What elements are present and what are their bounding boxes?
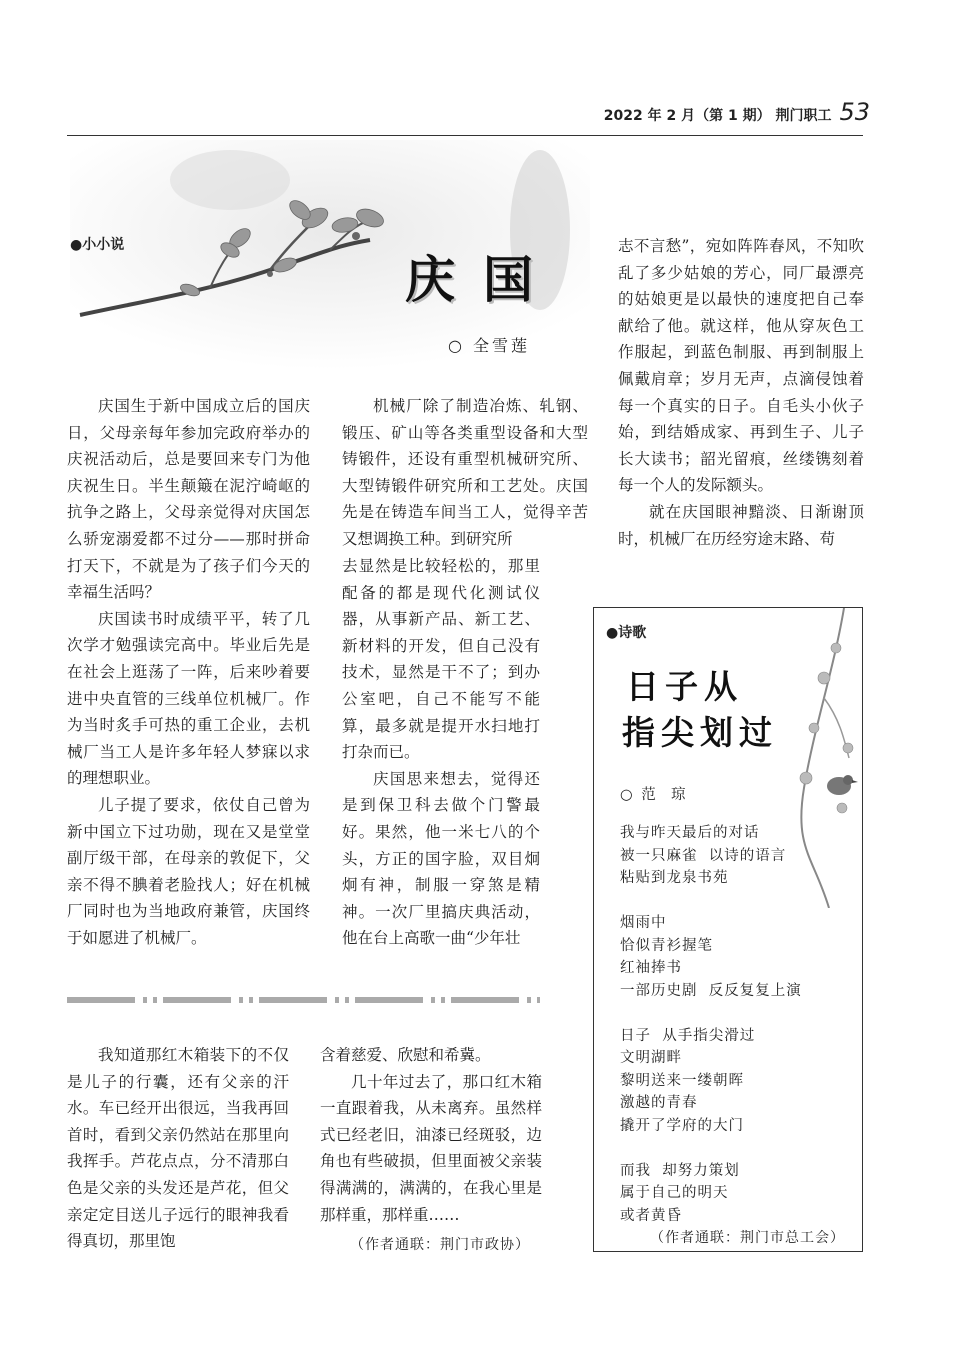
story-column-2a (342, 393, 588, 553)
poem-section-label: ●诗歌 (606, 625, 647, 641)
poem-title-line-1: 日子从 (626, 667, 743, 706)
poem-credit: （作者通联：荆门市总工会） (650, 1230, 845, 1246)
poem-author: ○ 范 琼 (620, 787, 688, 803)
poem-line: 而我 却努力策划 (620, 1162, 740, 1179)
paragraph: 去显然是比较轻松的，那里配备的都是现代化测试仪器，从事新产品、新工艺、新材料的开发，但自己没有技术，显然是干不了；到办公室吧，自己不能写不能算，最多就是提开水扫地打打杂而已。 (342, 557, 540, 762)
poem-line: 恰似青衫握笔 (620, 937, 713, 954)
page-header (600, 98, 870, 126)
story-column-1 (67, 393, 310, 951)
paragraph: 庆国生于新中国成立后的国庆日，父母亲每年参加完政府举办的庆祝活动后，总是要回来专门为他庆祝生日。半生颠簸在泥泞崎岖的抗争之路上，父母亲觉得对庆国怎么骄宠溺爱都不过分——那时拼命打天下，不就是为了孩子们今天的幸福生活吗？ (67, 397, 310, 602)
paragraph: 庆国读书时成绩平平，转了几次学才勉强读完高中。毕业后先是在社会上逛荡了一阵，后来吵着要进中央直管的三线单位机械厂。作为当时炙手可热的重工企业，去机械厂当工人是许多年轻人梦寐以求的理想职业。 (67, 609, 310, 788)
poem-line (620, 1137, 850, 1160)
prev-story-credit: （作者通联：荆门市政协） (350, 1237, 530, 1253)
prev-story-column-1 (67, 1042, 289, 1255)
page-number: 53 (839, 98, 870, 126)
paragraph: 含着慈爱、欣慰和希冀。 (320, 1046, 491, 1064)
issue-info: 2022 年 2 月（第 1 期） 荆门职工 (603, 108, 832, 124)
poem-line (620, 890, 850, 913)
paragraph: 就在庆国眼神黯淡、日渐谢顶时，机械厂在历经穷途末路、苟 (618, 502, 864, 548)
paragraph: 几十年过去了，那口红木箱一直跟着我，从未离弃。虽然样式已经老旧，油漆已经斑驳，边角也有些破损，但里面被父亲装得满满的，满满的，在我心里是那样重，那样重…… (320, 1072, 542, 1224)
paragraph: 志不言愁”，宛如阵阵春风，不知吹乱了多少姑娘的芳心，同厂最漂亮的姑娘更是以最快的速度把自己奉献给了他。就这样，他从穿灰色工作服起，到蓝色制服、再到制服上佩戴肩章；岁月无声，点滴侵蚀着每一个真实的日子。自毛头小伙子始，到结婚成家、再到生子、儿子长大读书；韶光留痕，丝缕镌刻着每一个人的发际额头。 (618, 237, 864, 495)
story-title: 庆国 (405, 251, 561, 309)
poem-line: 我与昨天最后的对话 (620, 825, 760, 841)
poem-line (620, 1002, 850, 1025)
poem-line: 烟雨中 (620, 915, 667, 931)
paragraph: 我知道那红木箱装下的不仅是儿子的行囊，还有父亲的汗水。车已经开出很远，当我再回首时，看到父亲仍然站在那里向我挥手。芦花点点，分不清那白色是父亲的头发还是芦花，但父亲定定目送儿子远行的眼神我看得真切，那里饱 (67, 1046, 289, 1251)
poem-body (620, 822, 850, 1247)
poem-line: 撬开了学府的大门 (620, 1117, 744, 1134)
poem-line: 文明湖畔 (620, 1050, 682, 1066)
paragraph: 庆国思来想去，觉得还是到保卫科去做个门警最好。果然，他一米七八的个头，方正的国字脸，双目炯炯有神，制服一穿煞是精神。一次厂里搞庆典活动，他在台上高歌一曲“少年壮 (342, 769, 540, 948)
poem-line: 或者黄昏 (620, 1207, 682, 1224)
poem-line: 粘贴到龙泉书苑 (620, 870, 729, 886)
prev-story-column-2 (320, 1042, 542, 1228)
poem-title-line-2: 指尖划过 (622, 713, 778, 752)
section-divider (67, 997, 540, 1003)
paragraph: 儿子提了要求，依仗自己曾为新中国立下过功勋，现在又是堂堂副厅级干部，在母亲的敦促下，父亲不得不腆着老脸找人；好在机械厂同时也为当地政府兼管，庆国终于如愿进了机械厂。 (67, 795, 310, 947)
header-rule (67, 135, 863, 136)
story-column-3 (618, 233, 864, 552)
paragraph: 机械厂除了制造冶炼、轧钢、锻压、矿山等各类重型设备和大型铸锻件，还设有重型机械研究所、大型铸锻件研究所和工艺处。庆国先是在铸造车间当工人，觉得辛苦又想调换工种。到研究所 (342, 397, 588, 548)
story-section-label: ●小小说 (70, 237, 125, 253)
poem-line: 日子 从手指尖滑过 (620, 1027, 756, 1044)
story-column-2b (342, 553, 540, 952)
poem-line: 一部历史剧 反反复复上演 (620, 982, 802, 999)
story-author: ○ 全雪莲 (448, 336, 531, 355)
poem-line: 黎明送来一缕朝晖 (620, 1072, 744, 1089)
poem-box (593, 607, 863, 1252)
poem-line: 红袖捧书 (620, 960, 682, 976)
poem-line: 被一只麻雀 以诗的语言 (620, 847, 787, 864)
poem-line: 激越的青春 (620, 1095, 698, 1111)
poem-line: 属于自己的明天 (620, 1185, 729, 1201)
